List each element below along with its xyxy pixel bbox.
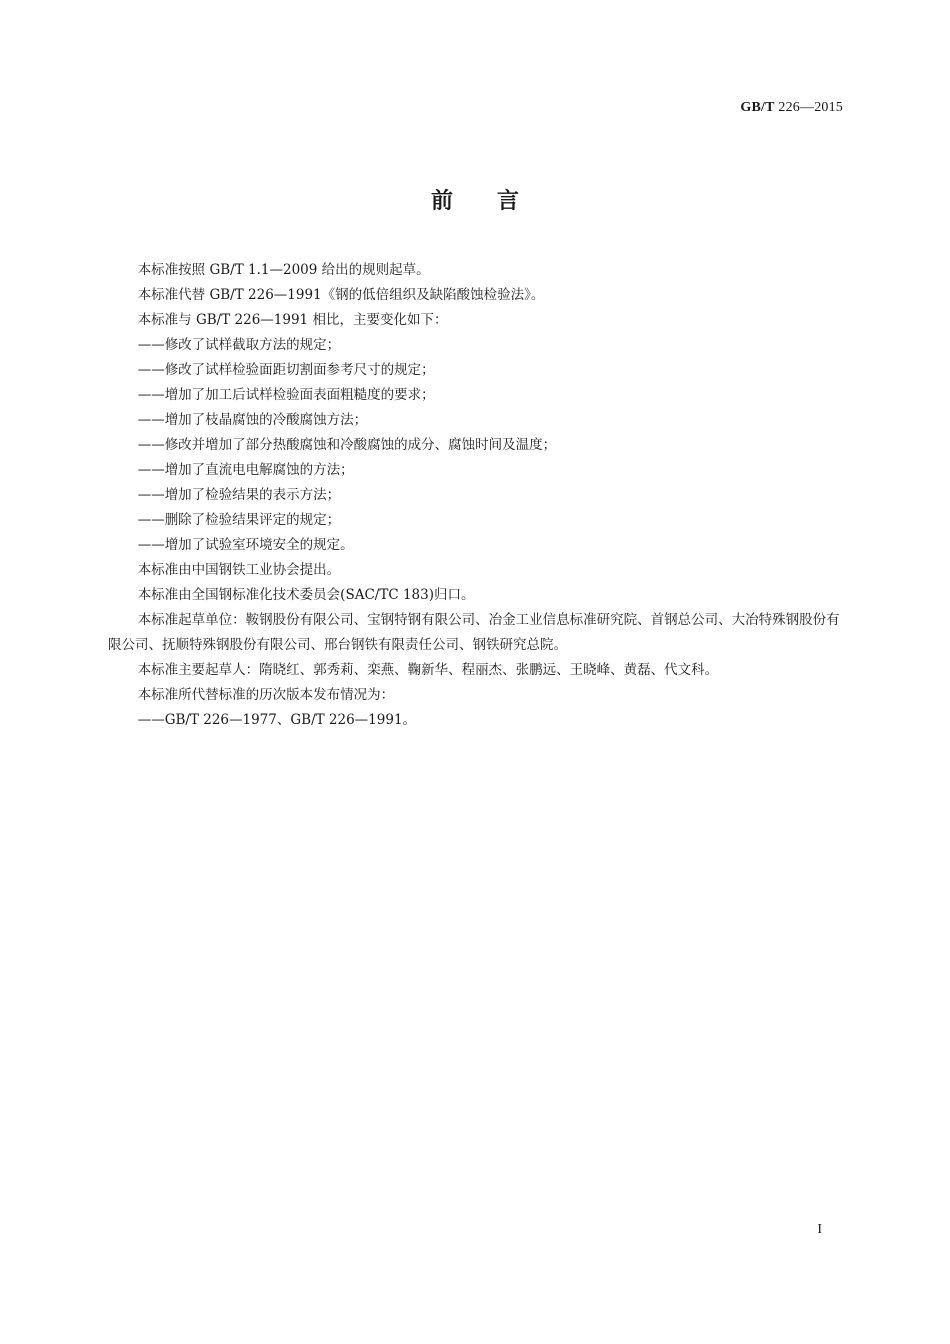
page-number: I — [817, 1222, 822, 1237]
paragraph-drafting-rules: 本标准按照 GB/T 1.1—2009 给出的规则起草。 — [137, 262, 430, 278]
change-item: ——增加了直流电电解腐蚀的方法； — [137, 462, 354, 478]
change-item: ——修改了试样检验面距切割面参考尺寸的规定； — [137, 362, 435, 378]
change-item: ——增加了枝晶腐蚀的冷酸腐蚀方法； — [137, 412, 368, 428]
paragraph-centralized-by: 本标准由全国钢标准化技术委员会(SAC/TC 183)归口。 — [137, 587, 475, 603]
paragraph-drafters: 本标准主要起草人：隋晓红、郭秀莉、栾燕、鞠新华、程丽杰、张鹏远、王晓峰、黄磊、代文科。 — [137, 662, 719, 678]
standard-code-number: 226—2015 — [778, 100, 843, 115]
paragraph-history-intro: 本标准所代替标准的历次版本发布情况为： — [137, 687, 395, 703]
standard-code-prefix: GB/T — [740, 100, 775, 115]
change-item: ——增加了试验室环境安全的规定。 — [137, 537, 354, 553]
change-item: ——修改并增加了部分热酸腐蚀和冷酸腐蚀的成分、腐蚀时间及温度； — [137, 437, 557, 453]
change-item: ——修改了试样截取方法的规定； — [137, 337, 341, 353]
paragraph-changes-intro: 本标准与 GB/T 226—1991 相比，主要变化如下： — [137, 312, 448, 328]
paragraph-proposed-by: 本标准由中国钢铁工业协会提出。 — [137, 562, 341, 578]
history-item: ——GB/T 226—1977、GB/T 226—1991。 — [137, 712, 417, 728]
change-item: ——增加了加工后试样检验面表面粗糙度的要求； — [137, 387, 435, 403]
paragraph-drafting-units: 本标准起草单位：鞍钢股份有限公司、宝钢特钢有限公司、冶金工业信息标准研究院、首钢总公司、大冶特殊钢股份有限公司、抚顺特殊钢股份有限公司、邢台钢铁有限责任公司、钢铁研究总院。 — [108, 612, 840, 653]
foreword-body — [108, 258, 848, 733]
paragraph-replaces: 本标准代替 GB/T 226—1991《钢的低倍组织及缺陷酸蚀检验法》。 — [137, 287, 545, 303]
change-item: ——删除了检验结果评定的规定； — [137, 512, 341, 528]
page-title: 前言 — [430, 189, 563, 214]
standard-code — [740, 100, 843, 116]
change-item: ——增加了检验结果的表示方法； — [137, 487, 341, 503]
